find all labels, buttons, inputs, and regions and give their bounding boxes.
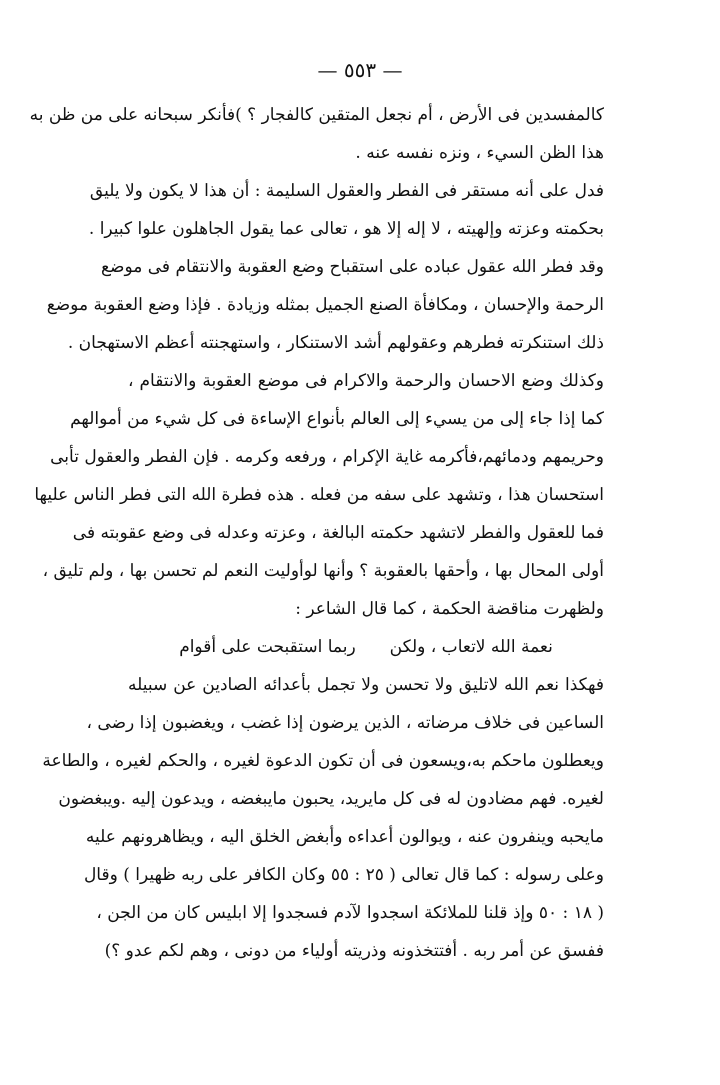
text-line: استحسان هذا ، وتشهد على سفه من فعله . هذه فطرة الله التى فطر الناس عليها [34,485,604,505]
text-line: وكذلك وضع الاحسان والرحمة والاكرام فى موضع العقوبة والانتقام ، [128,371,604,391]
text-line: كالمفسدين فى الأرض ، أم نجعل المتقين كالفجار ؟ )فأنكر سبحانه على من ظن به [29,105,604,125]
text-line: الرحمة والإحسان ، ومكافأة الصنع الجميل بمثله وزيادة . فإذا وضع العقوبة موضع [46,295,604,315]
page-body [29,96,604,970]
text-line: كما إذا جاء إلى من يسيء إلى العالم بأنواع الإساءة فى كل شيء من أموالهم [70,409,604,429]
text-line: ففسق عن أمر ربه . أفتتخذونه وذريته أولياء من دونى ، وهم لكم عدو ؟) [104,941,604,961]
text-line: وحريمهم ودمائهم،فأكرمه غاية الإكرام ، ورفعه وكرمه . فإن الفطر والعقول تأبى [50,447,604,467]
text-line: بحكمته وعزته وإلهيته ، لا إله إلا هو ، تعالى عما يقول الجاهلون علوا كبيرا . [88,219,604,239]
text-line: ( ١٨ : ٥٠ وإذ قلنا للملائكة اسجدوا لآدم فسجدوا إلا ابليس كان من الجن ، [96,903,604,923]
text-line: هذا الظن السيء ، ونزه نفسه عنه . [355,143,604,163]
poetry-verse [128,628,604,666]
text-line: فدل على أنه مستقر فى الفطر والعقول السليمة : أن هذا لا يكون ولا يليق [89,181,604,201]
page-number: — ٥٥٣ — [317,58,403,82]
verse-left-hemistich: ربما استقبحت على أقوام [179,637,356,657]
text-line: ذلك استنكرته فطرهم وعقولهم أشد الاستنكار ، واستهجنته أعظم الاستهجان . [67,333,604,353]
text-line: فهكذا نعم الله لاتليق ولا تحسن ولا تجمل بأعدائه الصادين عن سبيله [128,675,604,695]
text-line: فما للعقول والفطر لاتشهد حكمته البالغة ، وعزته وعدله فى وضع عقوبته فى [72,523,604,543]
verse-right-hemistich: نعمة الله لاتعاب ، ولكن [389,637,553,657]
text-line: الساعين فى خلاف مرضاته ، الذين يرضون إذا غضب ، ويغضبون إذا رضى ، [86,713,604,733]
text-line: أولى المحال بها ، وأحقها بالعقوبة ؟ وأنها لوأوليت النعم لم تحسن بها ، ولم تليق ، [42,561,604,581]
text-line: لغيره. فهم مضادون له فى كل مايريد، يحبون مايبغضه ، ويدعون إليه .ويبغضون [58,789,604,809]
text-line: مايحبه وينفرون عنه ، ويوالون أعداءه وأبغض الخلق اليه ، ويظاهرونهم عليه [85,827,604,847]
text-line: وعلى رسوله : كما قال تعالى ( ٢٥ : ٥٥ وكان الكافر على ربه ظهيرا ) وقال [83,865,604,885]
text-line: ويعطلون ماحكم به،ويسعون فى أن تكون الدعوة لغيره ، والحكم لغيره ، والطاعة [42,751,604,771]
text-line: وقد فطر الله عقول عباده على استقباح وضع العقوبة والانتقام فى موضع [100,257,604,277]
text-line: ولظهرت مناقضة الحكمة ، كما قال الشاعر : [295,599,604,619]
